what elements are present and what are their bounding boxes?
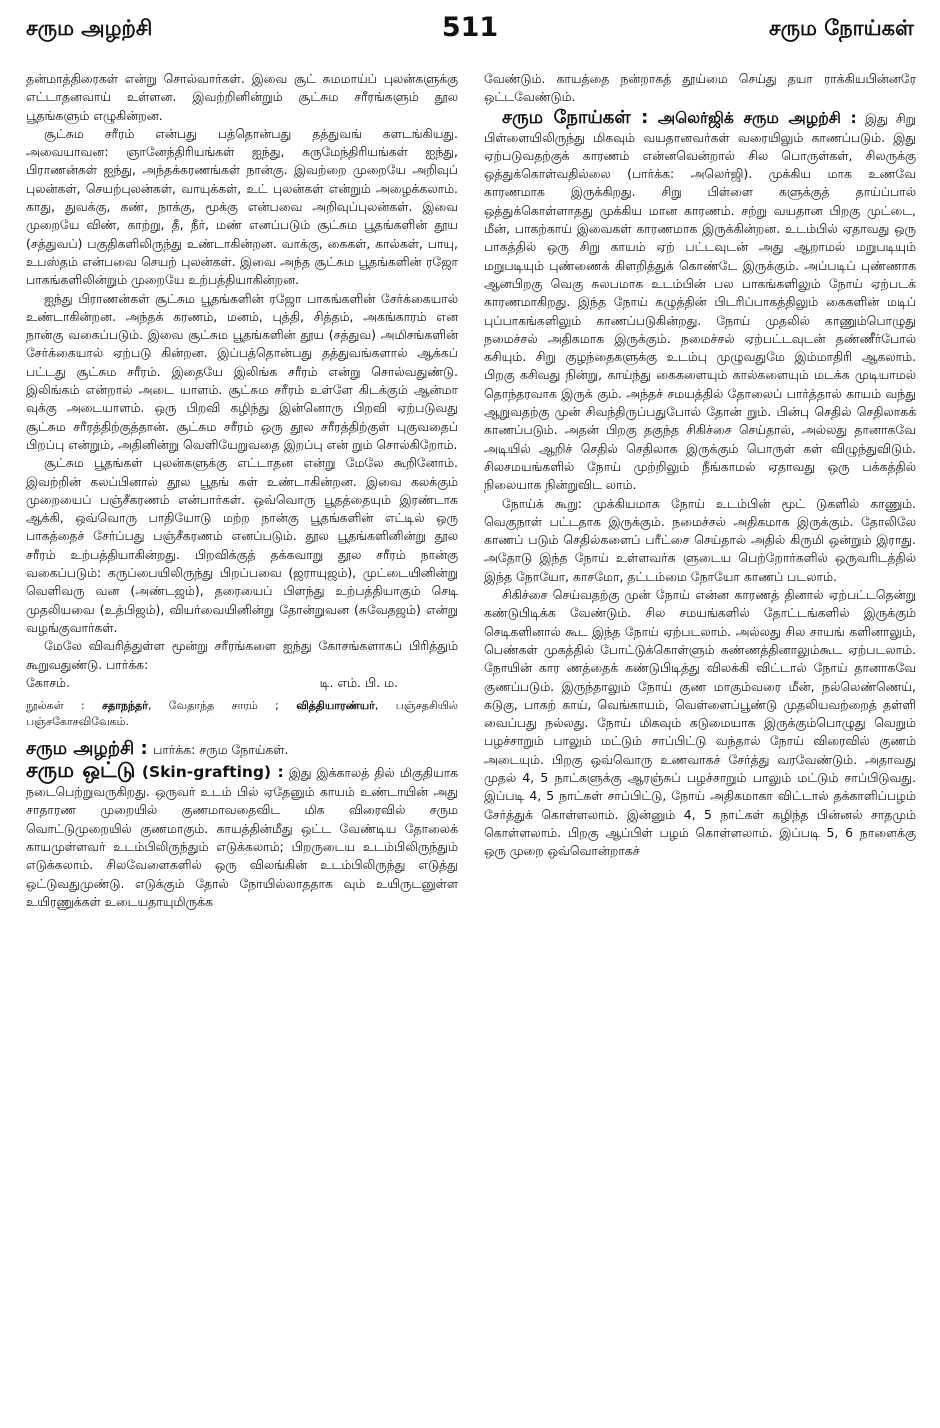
bibliography: [26, 698, 458, 730]
left-column: [26, 70, 458, 911]
running-head-right: சரும நோய்கள்: [768, 16, 914, 40]
bibliography-author: வித்தியாரண்யர்: [296, 699, 375, 713]
bibliography-work: , பஞ்சதசியில் பஞ்சகோசவிவேகம்.: [26, 699, 459, 729]
signature-row: [26, 674, 458, 692]
paragraph: சூட்சும சரீரம் என்பது பத்தொன்பது தத்துவங் களடங்கியது. அவையாவன: ஞானேந்திரியங்கள் ஐந்து, கருமேந்திரியங்கள் ஐந்து, பிராணன்கள் ஐந்து, அந்தக்கரணங்கள் நான்கு. இவற்றை முறையே அறிவுப் புலன்கள், செயற்புலன்கள், வாயுக்கள், உட் புலன்கள் என்றும் அழைக்கலாம். காது, துவக்கு, கண், நாக்கு, மூக்கு என்பவை அறிவுப்புலன்கள். இவை முறையே விண், காற்று, தீ, நீர், மண் எனப்படும் சூட்சும பூதங்களின் தூய (சத்துவப்) பகுதிகளிலிருந்து உண்டாகின்றன. வாக்கு, கைகள், கால்கள், பாயு, உபஸ்தம் என்பவை செயற் புலன்கள். இவை அந்த சூட்சும பூதங்களின் ரஜோ பாகங்களிலின்றும் முறையே உற்பத்தியாகின்றன.: [26, 125, 458, 288]
entry-paragraph: [26, 760, 458, 911]
entry-title: சரும நோய்கள் :: [502, 106, 649, 128]
bibliography-work: , வேதாந்த சாரம் ;: [147, 699, 279, 713]
cross-reference: கோசம்.: [26, 674, 70, 690]
running-head-left: சரும அழற்சி: [26, 16, 153, 40]
paragraph: சிகிச்சை செய்வதற்கு முன் நோய் என்ன காரணத் தினால் ஏற்பட்டதென்று கண்டுபிடிக்க வேண்டும். சில சமயங்களில் தோட்டங்களில் இருக்கும் செடிகளினால் கூட இந்த நோய் ஏற்படலாம். அல்லது சில சாயங் களினாலும், பெண்கள் முகத்தில் போட்டுக்கொள்ளும் சுண்ணத்தினாலும்கூட ஏற்படலாம். நோயின் கார ணத்தைக் கண்டுபிடித்து விலக்கி விட்டால் நோய் தானாகவே குணப்படும். இருந்தாலும் நோய் குண மாகும்வரை மீன், நல்லெண்ணெய், கடுகு, பாகற் காய், வெங்காயம், வெள்ளைப்பூண்டு முதலியவற்றைத் தள்ளி வைப்பது நல்லது. நோய் மிகவும் கடுமையாக இருக்கும்பொழுது வெறும் பழச்சாறும் பாலும் மட்டும் சாப்பிட்டு வந்தால் நோய் விரைவில் குணம் அடையும். பிறகு ஒவ்வொரு உணவாகச் சேர்த்து வரவேண்டும். அதாவது முதல் 4, 5 நாட்களுக்கு ஆரஞ்சுப் பழச்சாறும் பாலும் மட்டும் சாப்பிடுவது. இப்படி 4, 5 நாட்கள் சாப்பிட்டு, நோய் அதிகமாகா விட்டால் தக்காளிப்பழம் சேர்த்துக் கொள்ளலாம். இன்னும் 4, 5 நாட்கள் கழிந்த பின்னல் சாதமும் கொள்ளலாம். பிறகு ஆப்பிள் பழம் கொள்ளலாம். இப்படி 5, 6 நாளைக்கு ஒரு முறை ஒவ்வொன்றாகச்: [484, 587, 916, 859]
entry-text: இது இக்காலத் தில் மிகுதியாக நடைபெற்றுவருகிறது. ஒருவர் உடம் பில் ஏதேனும் காயம் உண்டாயின் அது சாதாரண முறையில் குணமாவதைவிட மிக விரைவில் சரும வொட்டுமுறையில் குணமாகும். காயத்தின்மீது ஒட்ட வேண்டிய தோலைக் காயமுள்ளவர் உடம்பிலிருந்தும் எடுக்கலாம்; பிறருடைய உடம்பிலிருந்தும் எடுக்கலாம். சிலவேளைகளில் ஒரு விலங்கின் உடம்பிலிருந்து எடுத்து ஒட்டுவதுமுண்டு. எடுக்கும் தோல் நோயில்லாததாக வும் உயிருடனுள்ள உயிரணுக்கள் உடையதாயுமிருக்க: [26, 765, 459, 909]
page-header: [26, 12, 914, 52]
paragraph: நோய்க் கூறு: முக்கியமாக நோய் உடம்பின் மூட் டுகளில் காணும். வெகுநாள் பட்டதாக இருக்கும். நமைச்சல் அதிகமாக இருக்கும். தோலிலே காணப் படும் செதில்களைப் பரீட்சை செய்தால் அதில் கிருமி ஒன்றும் இராது. அதோடு இந்த நோய் உள்ளவர்க ளுடைய பெற்றோர்களில் ஒருவரிடத்தில் இந்த நோயோ, காசமோ, தட்டம்மை நோயோ காணப் படலாம்.: [484, 495, 916, 584]
bibliography-label: நூல்கள் :: [26, 699, 85, 713]
paragraph: ஐந்து பிராணன்கள் சூட்சும பூதங்களின் ரஜோ பாகங்களின் சேர்க்கையால் உண்டாகின்றன. அந்தக் கரணம், மனம், புத்தி, சித்தம், அகங்காரம் என நான்கு வகைப்படும். இவை சூட்சும பூதங்களின் தூய (சத்துவ) அமிசங்களின் சேர்க்கையால் ஏற்படு கின்றன. இப்பத்தொன்பது தத்துவங்களால் ஆக்கப் பட்டது சூட்சும சரீரம். இதையே இலிங்க சரீரம் என்று சொல்வதுண்டு. இலிங்கம் என்றால் அடை யாளம். சூட்சும சரீரம் உள்ளே கிடக்கும் ஆன்மா வுக்கு அடையாளம். ஒரு பிறவி கழிந்து இன்னொரு பிறவி ஏற்படுவது சூட்சும சரீரத்திற்குத்தான். சூட்சும சரீரம் ஒரு தூல சரீரத்திற்குள் புகுவதைப் பிறப்பு என்றும், அதினின்று வெளியேறுவதை இறப்பு என் றும் சொல்கிறோம்.: [26, 290, 458, 452]
entry-paragraph: [484, 107, 916, 495]
entry-text: பார்க்க: சரும நோய்கள்.: [153, 742, 289, 758]
entry-subtitle: அலெர்ஜிக் சரும அழற்சி :: [657, 108, 857, 127]
paragraph: தன்மாத்திரைகள் என்று சொல்வார்கள். இவை சூட் சுமமாய்ப் புலன்களுக்கு எட்டாதனவாய் உள்ளன. இவற்றினின்றும் சூட்சும சரீரங்களும் தூல பூதங்களும் எழுகின்றன.: [26, 71, 458, 123]
bibliography-author: சதாநந்தர்: [101, 699, 148, 713]
right-column: [484, 70, 916, 860]
entry-title-english: (Skin-grafting) :: [141, 763, 284, 782]
author-initials: டி. எம். பி. ம.: [319, 674, 398, 690]
entry-text: இது சிறு பிள்ளையிலிருந்து மிகவும் வயதானவர்கள் வரையிலும் காணப்படும். இது ஏற்படுவதற்குக் காரணம் என்னவென்றால் சில பொருள்கள், சிலருக்கு ஒத்துக்கொள்வதில்லை (பார்க்க: அலெர்ஜி). முக்கிய மாக உணவே காரணமாக இருக்கிறது. சிறு பிள்ளை களுக்குத் தாய்ப்பால் ஒத்துக்கொள்ளாதது முக்கிய மான காரணம். சற்று வயதான பிறகு முட்டை, மீன், பாகற்காய் இவைகள் காரணமாக இருக்கின்றன. உடம்பில் ஏதாவது ஒரு பாகத்தில் ஒரு சிறு காயம் ஏற் பட்டவுடன் அது ஆறாமல் மறுபடியும் மறுபடியும் புண்ணைக் கிளறித்துக் கொண்டே இருக்கும். அப்படிப் புண்ணாக ஆனபிறகு வெகு சுலபமாக உடம்பின் பல பாகங்களிலும் நோய் ஏற்படக் காரணமாகிறது. இந்த நோய் கழுத்தின் பிடரிப்பாகத்திலும் கைகளின் மடிப் புப்பாகங்களிலும் காணப்படுகின்றது. நோய் முதலில் காணும்பொழுது நமைச்சல் அதிகமாக இருக்கும். நமைச்சல் ஏற்பட்டவுடன் தண்ணீர்போல் கசியும். சிறு குழந்தைகளுக்கு உடம்பு முழுவதுமே இம்மாதிரி ஆகலாம். பிறகு கசிவது நின்று, காய்ந்து கைகளையும் கால்களையும் மடக்க முடியாமல் தொந்தரவாக இருக் கும். அந்தச் சமயத்தில் தோலைப் பார்த்தால் காயம் வந்து ஆறுவதற்கு முன் சிவந்திருப்பதுபோல் தோன் றும். பின்பு செதில் செதிலாகக் காணப்படும். அதன் பிறகு தகுந்த சிகிச்சை செய்தால், அல்லது தானாகவே அடியில் ஆறிச் செதில் செதிலாக இருக்கும் பொருள் கள் விழுந்துவிடும். சிலசமயங்களில் நோய் முற்றிலும் நீங்காமல் ஏதாவது ஒரு பக்கத்தில் நிலையாக நின்றுவிட லாம்.: [484, 110, 917, 493]
paragraph: சூட்சும பூதங்கள் புலன்களுக்கு எட்டாதன என்று மேலே கூறினோம். இவற்றின் கலப்பினால் தூல பூதங் கள் உண்டாகின்றன. இவை கலக்கும் முறையைப் பஞ்சீகரணம் என்பார்கள். ஒவ்வொரு பூதத்தையும் இரண்டாக ஆக்கி, ஒவ்வொரு பாதியோடு மற்ற நான்கு பூதங்களின் எட்டில் ஒரு பாகத்தைச் சேர்ப்பது பஞ்சீகரணம் எனப்படும். தூல பூதங்களினின்று தூல சரீரம் உற்பத்தியாகின்றது. பிறவிக்குத் தக்கவாறு தூல சரீரம் நான்கு வகைப்படும்: கருப்பையிலிருந்து பிறப்பவை (ஜராயுஜம்), முட்டையினின்று வெளிவரு வன (அண்டஜம்), தரையைப் பிளந்து உற்பத்தியாகும் செடி முதலியவை (உத்பிஜம்), வியர்வையினின்று தோன்றுவன (சுவேதஜம்) என்று வழங்குவார்கள்.: [26, 455, 458, 635]
paragraph: மேலே விவரித்துள்ள மூன்று சரீரங்களை ஐந்து கோசங்களாகப் பிரித்தும் கூறுவதுண்டு. பார்க்க:: [26, 638, 458, 672]
paragraph: வேண்டும். காயத்தை நன்றாகத் தூய்மை செய்து தயா ராக்கியபின்னரே ஒட்டவேண்டும்.: [484, 71, 916, 105]
entry-title: சரும ஒட்டு: [26, 758, 136, 783]
entry-title: சரும அழற்சி :: [26, 738, 148, 760]
page-number: 511: [441, 12, 499, 43]
entry-heading: [26, 738, 458, 760]
